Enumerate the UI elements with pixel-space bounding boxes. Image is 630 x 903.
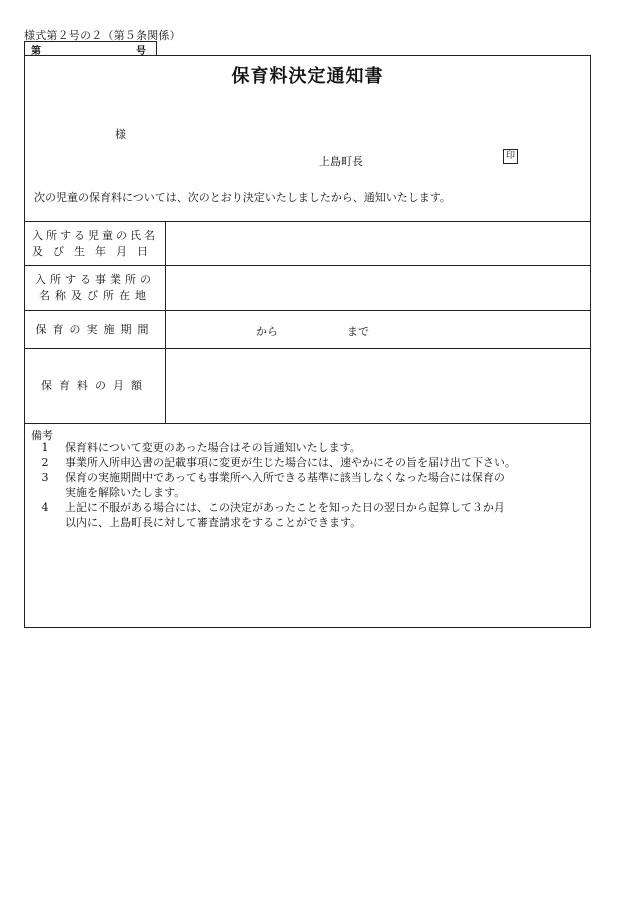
seal-mark: 印 (503, 149, 518, 164)
facility-label-line2: 名称及び所在地 (39, 289, 151, 302)
child-label (25, 222, 166, 265)
child-row (25, 221, 590, 265)
period-label (25, 311, 166, 348)
remark-text: 事業所入所申込書の記載事項に変更が生じた場合には、速やかにその旨を届け出て下さい。 (65, 456, 516, 469)
period-until: まで (347, 325, 369, 338)
remarks-title: 備考 (31, 429, 53, 442)
fee-label-text: 保育料の月額 (41, 379, 149, 392)
remark-text-cont: 実施を解除いたします。 (65, 486, 186, 499)
period-row (25, 310, 590, 348)
remark-number: 1 (41, 441, 49, 454)
remark-text: 保育の実施期間中であっても事業所へ入所できる基準に該当しなくなった場合には保育の (65, 471, 505, 484)
facility-row (25, 265, 590, 310)
document-number-box (24, 41, 157, 55)
remark-number: 3 (41, 471, 49, 484)
facility-label (25, 266, 166, 310)
addressee-suffix: 様 (115, 128, 126, 141)
remark-number: 2 (41, 456, 49, 469)
intro-text: 次の児童の保育料については、次のとおり決定いたしましたから、通知いたします。 (34, 191, 451, 204)
number-prefix: 第 (31, 46, 41, 57)
remark-text: 保育料について変更のあった場合はその旨通知いたします。 (65, 441, 361, 454)
fee-row (25, 348, 590, 423)
remark-number: 4 (41, 501, 49, 514)
facility-label-line1: 入所する事業所の (35, 273, 155, 286)
child-label-line1: 入所する児童の氏名 (32, 228, 158, 242)
document-title: 保育料決定通知書 (231, 66, 384, 87)
child-label-line2: 及び生年月日 (32, 244, 158, 258)
period-from: から (256, 325, 278, 338)
period-label-text: 保育の実施期間 (35, 322, 155, 336)
fee-label (25, 349, 166, 423)
remarks-section (25, 423, 590, 629)
remark-text-cont: 以内に、上島町長に対して審査請求をすることができます。 (65, 516, 362, 529)
remark-text: 上記に不服がある場合には、この決定があったことを知った日の翌日から起算して３か月 (65, 501, 505, 514)
form-number-label: 様式第２号の２（第５条関係） (24, 29, 181, 42)
issuer-name: 上島町長 (319, 155, 363, 168)
notice-frame (24, 55, 591, 628)
number-suffix: 号 (136, 46, 146, 57)
